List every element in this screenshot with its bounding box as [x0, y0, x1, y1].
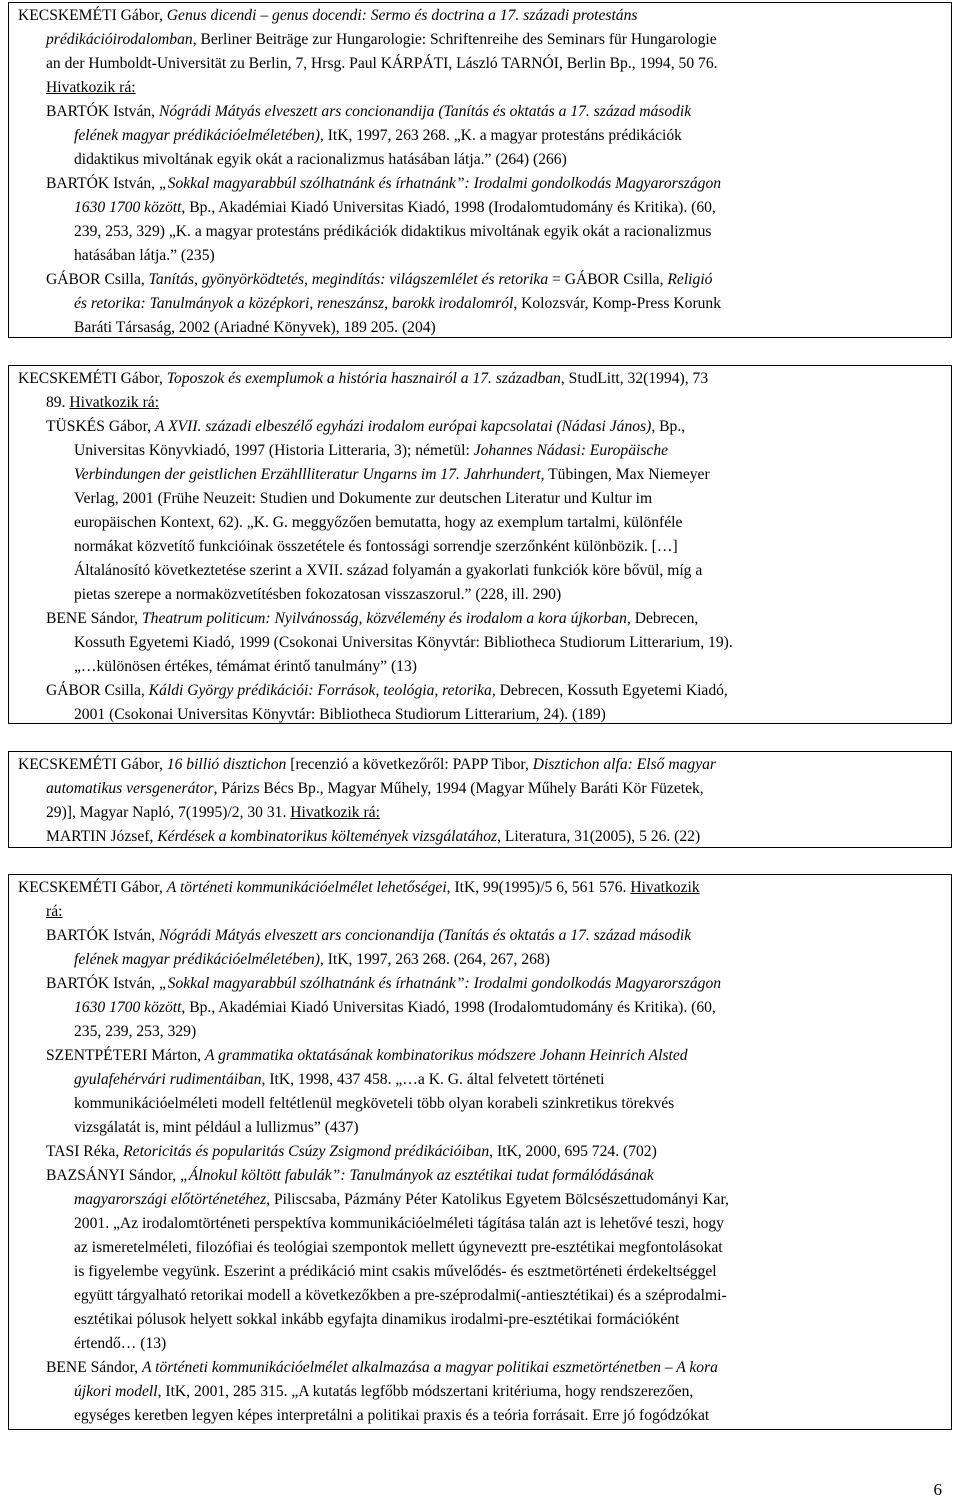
text-span: 29)], Magyar Napló, 7(1995)/2, 30 31.: [46, 804, 291, 821]
text-span: SZENTPÉTERI Márton,: [46, 1047, 205, 1064]
text-line: [74, 220, 711, 244]
text-line: [74, 487, 652, 511]
text-span: Baráti Társaság, 2002 (Ariadné Könyvek), 189 205. (204): [74, 319, 436, 336]
text-span: KECSKEMÉTI Gábor,: [18, 370, 167, 387]
text-line: [46, 1140, 657, 1164]
text-span: , Tübingen, Max Niemeyer: [540, 466, 710, 483]
text-line: [46, 415, 685, 439]
text-span: az ismeretelméleti, filozófiai és teológiai szempontok mellett úgyneveztt pre-esztétikai megfontolásokat: [74, 1239, 723, 1256]
text-line: [74, 1404, 709, 1428]
text-span: TÜSKÉS Gábor,: [46, 418, 155, 435]
text-span: 89.: [46, 394, 70, 411]
text-span: didaktikus mivoltának egyik okát a racionalizmus hatásában látja.” (264) (266): [74, 151, 567, 168]
text-line: [46, 607, 698, 631]
italic-title: felének magyar prédikációelméletében): [74, 127, 320, 144]
text-span: , ItK, 2001, 285 315. „A kutatás legfőbb módszertani kritériuma, hogy rendszerezően,: [157, 1383, 694, 1400]
text-line: [74, 948, 550, 972]
text-span: BENE Sándor,: [46, 610, 142, 627]
text-line: [74, 1068, 605, 1092]
text-line: [74, 631, 733, 655]
text-span: esztétikai pólusok helyett sokkal inkább egyfajta dinamikus irodalmi-pre-esztétikai formációként: [74, 1311, 680, 1328]
text-span: MARTIN József,: [46, 828, 158, 845]
text-span: Általánosító következtetése szerint a XVII. század folyamán a gyakorlati funkciók köre bővül, míg a: [74, 562, 703, 579]
italic-title: „Sokkal magyarabbúl szólhatnánk és írhatnánk”: Irodalmi gondolkodás Magyarországon: [158, 175, 722, 192]
text-span: , Bp., Akadémiai Kiadó Universitas Kiadó, 1998 (Irodalomtudomány és Kritika). (60,: [181, 199, 716, 216]
text-line: [74, 316, 436, 340]
text-span: , Bp.,: [651, 418, 686, 435]
text-span: 2001. „Az irodalomtörténeti perspektíva kommunikációelméleti tágítása talán azt is lehetővé teszi, hogy: [74, 1215, 724, 1232]
italic-title: A történeti kommunikációelmélet alkalmazása a magyar politikai eszmetörténetben – A kora: [141, 1359, 718, 1376]
text-span: Kossuth Egyetemi Kiadó, 1999 (Csokonai Universitas Könyvtár: Bibliotheca Studiorum Litterarium, 19).: [74, 634, 733, 651]
text-line: [46, 172, 721, 196]
text-line: [74, 292, 721, 316]
text-line: [46, 801, 380, 825]
italic-title: Theatrum politicum: Nyilvánosság, közvélemény és irodalom a kora újkorban: [141, 610, 627, 627]
text-span: , StudLitt, 32(1994), 73: [560, 370, 709, 387]
reference-link[interactable]: Hivatkozik: [630, 879, 700, 896]
text-span: KECSKEMÉTI Gábor,: [18, 7, 167, 24]
text-span: hatásában látja.” (235): [74, 247, 215, 264]
reference-link[interactable]: rá:: [46, 903, 63, 920]
italic-title: A történeti kommunikációelmélet lehetőségei: [166, 879, 447, 896]
italic-title: Tanítás, gyönyörködtetés, megindítás: világszemlélet és retorika: [148, 271, 549, 288]
italic-title: Religió: [667, 271, 713, 288]
text-span: 235, 239, 253, 329): [74, 1023, 197, 1040]
text-line: [46, 900, 62, 924]
text-span: , ItK, 99(1995)/5 6, 561 576.: [446, 879, 631, 896]
text-line: [74, 703, 606, 727]
text-span: BARTÓK István,: [46, 175, 159, 192]
text-line: [74, 1380, 693, 1404]
italic-title: és retorika: Tanulmányok a középkori, reneszánsz, barokk irodalomról: [74, 295, 514, 312]
italic-title: 1630 1700 között: [74, 199, 182, 216]
text-line: [74, 1236, 723, 1260]
italic-title: Káldi György prédikációi: Források, teológia, retorika: [148, 682, 492, 699]
text-line: [74, 583, 561, 607]
text-line: [74, 655, 417, 679]
text-line: [74, 1188, 729, 1212]
italic-title: felének magyar prédikációelméletében): [74, 951, 320, 968]
italic-title: 1630 1700 között: [74, 999, 182, 1016]
italic-title: magyarországi előtörténetéhez: [74, 1191, 267, 1208]
text-span: 2001 (Csokonai Universitas Könyvtár: Bibliotheca Studiorum Litterarium, 24). (189): [74, 706, 606, 723]
text-span: , ItK, 1997, 263 268. „K. a magyar protestáns prédikációk: [319, 127, 682, 144]
text-line: [46, 777, 704, 801]
text-span: Universitas Könyvkiadó, 1997 (Historia Litteraria, 3); németül:: [74, 442, 474, 459]
text-span: BAZSÁNYI Sándor,: [46, 1167, 181, 1184]
italic-title: Kérdések a kombinatorikus költemények vizsgálatához: [157, 828, 498, 845]
text-line: [74, 1332, 166, 1356]
text-span: , ItK, 2000, 695 724. (702): [489, 1143, 657, 1160]
italic-title: Toposzok és exemplumok a história hasznairól a 17. században: [166, 370, 561, 387]
text-line: [74, 439, 668, 463]
text-line: [18, 876, 700, 900]
text-span: pietas szerepe a normaközvetítésben fokozatosan visszaszorul.” (228, ill. 290): [74, 586, 562, 603]
text-line: [46, 1164, 654, 1188]
text-line: [74, 535, 678, 559]
text-line: [18, 4, 637, 28]
text-span: vizsgálatát is, mint például a lullizmus” (437): [74, 1119, 359, 1136]
text-span: GÁBOR Csilla,: [46, 682, 149, 699]
text-line: [18, 753, 716, 777]
text-span: TASI Réka,: [46, 1143, 124, 1160]
italic-title: Nógrádi Mátyás elveszett ars concionandija (Tanítás és oktatás a 17. század második: [158, 927, 692, 944]
text-line: [74, 1308, 679, 1332]
italic-title: „Álnokul költött fabulák”: Tanulmányok az esztétikai tudat formálódásának: [180, 1167, 654, 1184]
text-span: [recenzió a következőről: PAPP Tibor,: [286, 756, 533, 773]
text-line: [74, 244, 215, 268]
text-line: [74, 559, 702, 583]
text-line: [74, 196, 716, 220]
text-span: GÁBOR Csilla,: [46, 271, 149, 288]
text-span: is figyelembe vegyünk. Eszerint a prédikáció mint csakis művelődés- és esztmetörténeti érdekeltséggel: [74, 1263, 717, 1280]
italic-title: Disztichon alfa: Első magyar: [532, 756, 716, 773]
italic-title: Nógrádi Mátyás elveszett ars concionandija (Tanítás és oktatás a 17. század második: [158, 103, 692, 120]
reference-link[interactable]: Hivatkozik rá:: [69, 394, 160, 411]
text-span: europäischen Kontext, 62). „K. G. meggyőzően bemutatta, hogy az exemplum tartalmi, különféle: [74, 514, 683, 531]
text-span: BARTÓK István,: [46, 927, 159, 944]
text-span: , Debrecen,: [626, 610, 699, 627]
text-span: , Piliscsaba, Pázmány Péter Katolikus Egyetem Bölcsészettudományi Kar,: [266, 1191, 729, 1208]
text-line: [74, 996, 716, 1020]
italic-title: A XVII. századi elbeszélő egyházi irodalom európai kapcsolatai (Nádasi János): [154, 418, 652, 435]
text-span: , Debrecen, Kossuth Egyetemi Kiadó,: [491, 682, 728, 699]
text-line: [74, 148, 567, 172]
text-span: , Kolozsvár, Komp-Press Korunk: [513, 295, 722, 312]
text-span: KECSKEMÉTI Gábor,: [18, 756, 167, 773]
italic-title: Retoricitás és popularitás Csúzy Zsigmond prédikációiban: [123, 1143, 490, 1160]
text-span: , Párizs Bécs Bp., Magyar Műhely, 1994 (Magyar Műhely Baráti Kör Füzetek,: [213, 780, 704, 797]
text-span: BENE Sándor,: [46, 1359, 142, 1376]
text-line: [46, 100, 691, 124]
text-span: Verlag, 2001 (Frühe Neuzeit: Studien und Dokumente zur deutschen Literatur und Kultur im: [74, 490, 653, 507]
italic-title: 16 billió disztichon: [166, 756, 287, 773]
italic-title: Verbindungen der geistlichen Erzähllliteratur Ungarns im 17. Jahrhundert: [74, 466, 541, 483]
text-span: értendő… (13): [74, 1335, 167, 1352]
text-line: [18, 367, 708, 391]
italic-title: automatikus versgenerátor: [46, 780, 214, 797]
text-line: [46, 76, 136, 100]
text-span: = GÁBOR Csilla,: [548, 271, 668, 288]
italic-title: A grammatika oktatásának kombinatorikus módszere Johann Heinrich Alsted: [204, 1047, 688, 1064]
text-line: [46, 52, 718, 76]
text-line: [74, 1092, 674, 1116]
text-line: [46, 825, 700, 849]
text-span: , Berliner Beiträge zur Hungarologie: Schriftenreihe des Seminars für Hungarologie: [192, 31, 717, 48]
text-span: BARTÓK István,: [46, 103, 159, 120]
text-span: BARTÓK István,: [46, 975, 159, 992]
italic-title: „Sokkal magyarabbúl szólhatnánk és írhatnánk”: Irodalmi gondolkodás Magyarországon: [158, 975, 722, 992]
text-line: [46, 924, 691, 948]
text-line: [74, 463, 710, 487]
text-span: an der Humboldt-Universität zu Berlin, 7, Hrsg. Paul KÁRPÁTI, László TARNÓI, Berlin Bp., 1994, 50 76.: [46, 55, 718, 72]
text-line: [46, 28, 717, 52]
text-line: [46, 1044, 688, 1068]
text-line: [46, 1356, 718, 1380]
text-line: [46, 268, 712, 292]
text-span: kommunikációelméleti modell feltétlenül megköveteli több olyan korabeli szinkretikus törekvés: [74, 1095, 675, 1112]
text-span: „…különösen értékes, témámat érintő tanulmány” (13): [74, 658, 417, 675]
text-line: [74, 1260, 717, 1284]
reference-link[interactable]: Hivatkozik rá:: [46, 79, 136, 96]
text-span: 239, 253, 329) „K. a magyar protestáns prédikációk didaktikus mivoltának egyik okát a racionalizmus: [74, 223, 712, 240]
text-span: , Bp., Akadémiai Kiadó Universitas Kiadó, 1998 (Irodalomtudomány és Kritika). (60,: [181, 999, 716, 1016]
text-span: egységes keretben legyen képes interpretálni a politikai praxis és a teória forrásait. Erre jó fogódzókat: [74, 1407, 710, 1424]
page-number: 6: [933, 1480, 942, 1499]
text-span: , ItK, 1997, 263 268. (264, 267, 268): [319, 951, 550, 968]
text-span: együtt tárgyalható retorikai modell a következőkben a pre-széprodalmi(-antiesztétikai) és a széprodalmi-: [74, 1287, 727, 1304]
text-line: [74, 1116, 359, 1140]
text-line: [46, 972, 721, 996]
text-line: [74, 124, 682, 148]
italic-title: gyulafehérvári rudimentáiban: [74, 1071, 262, 1088]
text-span: KECSKEMÉTI Gábor,: [18, 879, 167, 896]
text-span: , Literatura, 31(2005), 5 26. (22): [497, 828, 701, 845]
reference-link[interactable]: Hivatkozik rá:: [290, 804, 380, 821]
text-span: normákat közvetítő funkcióinak összetétele és fontossági sorrendje szerzőnként különbözik. […]: [74, 538, 678, 555]
text-span: , ItK, 1998, 437 458. „…a K. G. által felvetett történeti: [261, 1071, 605, 1088]
text-line: [74, 1212, 724, 1236]
italic-title: újkori modell: [74, 1383, 158, 1400]
italic-title: prédikációirodalomban: [46, 31, 193, 48]
text-line: [46, 391, 159, 415]
text-line: [46, 679, 728, 703]
italic-title: Johannes Nádasi: Europäische: [473, 442, 669, 459]
italic-title: Genus dicendi – genus docendi: Sermo és doctrina a 17. századi protestáns: [166, 7, 638, 24]
text-line: [74, 1284, 727, 1308]
text-line: [74, 511, 682, 535]
text-line: [74, 1020, 196, 1044]
